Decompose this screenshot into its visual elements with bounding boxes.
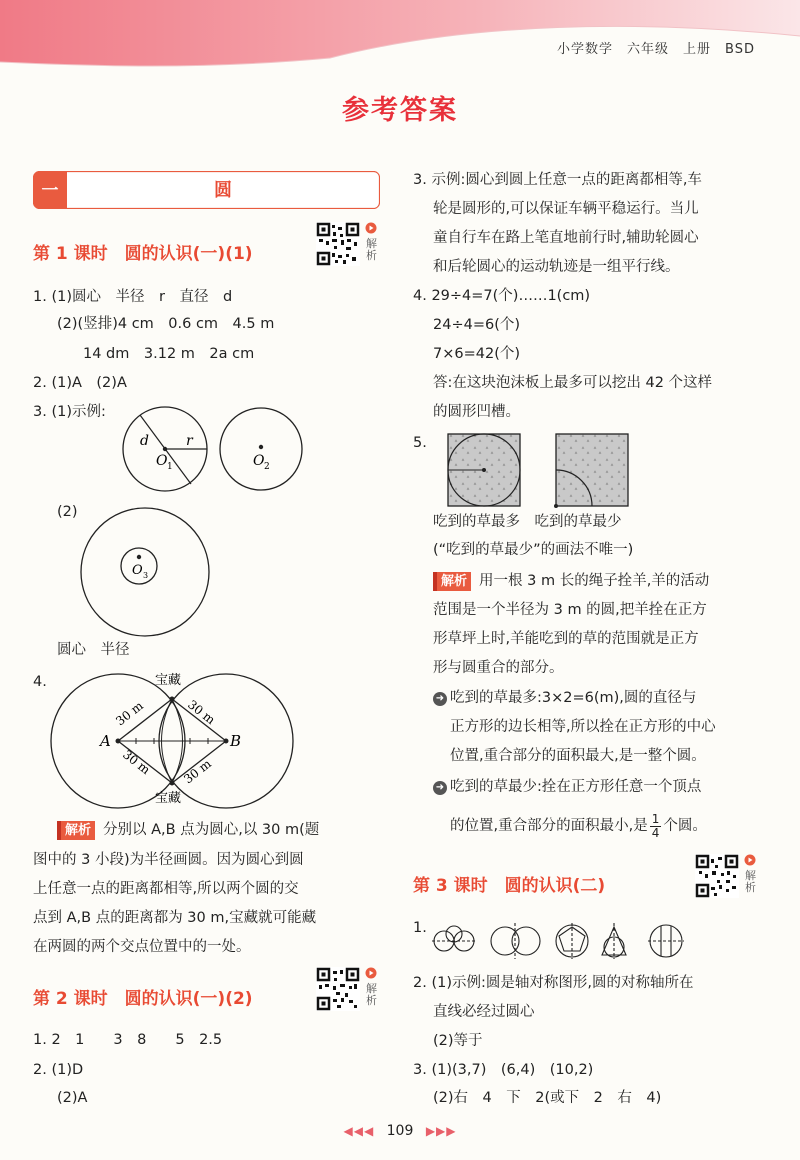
- dist-4: 30 m: [181, 756, 214, 787]
- label-a: A: [100, 732, 111, 750]
- book-info: 小学数学 六年级 上册 BSD: [557, 42, 755, 57]
- r-q3-line1: 3. 示例:圆心到圆上任意一点的距离都相等,车: [413, 172, 702, 188]
- r-q3-line3: 童自行车在路上笔直地前行时,辅助轮圆心: [433, 230, 699, 246]
- r-q5-caption: 吃到的草最多 吃到的草最少: [433, 514, 622, 530]
- r-analysis-line4: 形与圆重合的部分。: [433, 660, 564, 676]
- r-most-line2: 正方形的边长相等,所以拴在正方形的中心: [450, 719, 716, 735]
- l1-analysis-line5: 在两圆的两个交点位置中的一处。: [33, 939, 251, 955]
- label-b: B: [230, 732, 242, 750]
- arrow-icon: ➜: [433, 692, 447, 706]
- dist-2: 30 m: [185, 697, 218, 728]
- treasure-figure: [50, 666, 300, 812]
- square-least: [556, 434, 628, 506]
- label-o3-sub: 3: [143, 571, 149, 580]
- chapter-number: 一: [41, 181, 59, 201]
- r-least-line1: ➜ 吃到的草最少:拴在正方形任意一个顶点: [433, 777, 701, 797]
- qr-label: 解析: [366, 237, 377, 262]
- l3-q2-line1: 2. (1)示例:圆是轴对称图形,圆的对称轴所在: [413, 975, 694, 991]
- analysis-tag: 解析: [57, 821, 95, 840]
- l1-q3-part2: (2): [57, 504, 78, 520]
- r-analysis-line2: 范围是一个半径为 3 m 的圆,把羊拴在正方: [433, 602, 707, 618]
- l1-analysis-line2: 图中的 3 小段)为半径画圆。因为圆心到圆: [33, 852, 304, 868]
- concentric-figure: [78, 505, 214, 641]
- l3-q3-line2: (2)右 4 下 2(或下 2 右 4): [433, 1090, 662, 1106]
- l1-analysis-line3: 上任意一点的距离都相等,所以两个圆的交: [33, 881, 299, 897]
- prev-arrows-icon: ◀◀◀: [343, 1124, 375, 1138]
- lesson-3-title: 第 3 课时 圆的认识(二): [413, 876, 606, 896]
- chapter-bar: [33, 171, 380, 209]
- dist-1: 30 m: [113, 698, 146, 729]
- r-q3-line4: 和后轮圆心的运动轨迹是一组平行线。: [433, 259, 680, 275]
- chapter-title: 圆: [214, 180, 232, 201]
- qr-label: 解析: [366, 982, 377, 1007]
- r-q5-note: (“吃到的草最少”的画法不唯一): [433, 542, 634, 558]
- page-footer: [0, 1123, 800, 1139]
- qr-code-icon[interactable]: [695, 854, 739, 898]
- r-analysis-line3: 形草坪上时,羊能吃到的草的范围就是正方: [433, 631, 699, 647]
- l1-q1-line3: 14 dm 3.12 m 2a cm: [83, 346, 255, 362]
- circles-figure: [118, 403, 318, 503]
- qr-code-icon[interactable]: [316, 222, 360, 266]
- play-icon[interactable]: [365, 967, 377, 979]
- lesson-1-title: 第 1 课时 圆的认识(一)(1): [33, 244, 253, 264]
- l3-q2-line3: (2)等于: [433, 1033, 483, 1049]
- r-q4-line2: 24÷4=6(个): [433, 317, 521, 333]
- l1-analysis-line1: 解析 分别以 A,B 点为圆心,以 30 m(题: [57, 820, 319, 840]
- label-o2: O: [253, 453, 265, 469]
- fraction-one-quarter: $\frac{1}{4}$: [651, 811, 660, 840]
- label-o1: O: [156, 453, 168, 469]
- lesson-2-title: 第 2 课时 圆的认识(一)(2): [33, 989, 253, 1009]
- r-q4-line4: 答:在这块泡沫板上最多可以挖出 42 个这样: [433, 375, 713, 391]
- play-icon[interactable]: [744, 854, 756, 866]
- l1-q1-line1: 1. (1)圆心 半径 r 直径 d: [33, 289, 233, 305]
- l2-q1: 1. 2 1 3 8 5 2.5: [33, 1032, 223, 1048]
- label-o2-sub: 2: [264, 462, 270, 472]
- grass-figures: [447, 433, 637, 509]
- label-d: d: [140, 433, 149, 449]
- l1-q3-answer: 圆心 半径: [57, 642, 130, 658]
- analysis-tag: 解析: [433, 572, 471, 591]
- l1-analysis-line4: 点到 A,B 点的距离都为 30 m,宝藏就可能藏: [33, 910, 317, 926]
- l1-q1-line2: (2)(竖排)4 cm 0.6 cm 4.5 m: [57, 316, 275, 332]
- r-q4-line3: 7×6=42(个): [433, 346, 521, 362]
- l2-q2-line2: (2)A: [57, 1090, 88, 1106]
- l3-q3-line1: 3. (1)(3,7) (6,4) (10,2): [413, 1062, 594, 1078]
- arrow-icon: ➜: [433, 781, 447, 795]
- l2-q2-line1: 2. (1)D: [33, 1062, 84, 1078]
- r-q4-line5: 的圆形凹槽。: [433, 404, 520, 420]
- r-q5-label: 5.: [413, 435, 427, 451]
- dist-3: 30 m: [120, 747, 153, 778]
- treasure-top: 宝藏: [155, 673, 182, 688]
- l1-q3-label: 3. (1)示例:: [33, 404, 106, 420]
- next-arrows-icon: ▶▶▶: [425, 1124, 457, 1138]
- r-q4-line1: 4. 29÷4=7(个)……1(cm): [413, 288, 591, 304]
- l1-q4-label: 4.: [33, 674, 47, 690]
- header-band: [0, 0, 800, 70]
- page-title: 参考答案: [342, 95, 458, 126]
- treasure-bottom: 宝藏: [155, 791, 182, 806]
- r-most-line1: ➜ 吃到的草最多:3×2=6(m),圆的直径与: [433, 688, 696, 708]
- qr-code-icon[interactable]: [316, 967, 360, 1011]
- qr-label: 解析: [745, 869, 756, 894]
- label-r: r: [186, 433, 193, 449]
- l3-q2-line2: 直线必经过圆心: [433, 1004, 535, 1020]
- label-o1-sub: 1: [167, 462, 173, 472]
- label-o3: O: [132, 563, 143, 578]
- r-least-line2: 的位置,重合部分的面积最小,是 $\frac{1}{4}$ 个圆。: [450, 811, 707, 840]
- symmetry-figures: [432, 923, 694, 959]
- l3-q1-label: 1.: [413, 920, 427, 936]
- play-icon[interactable]: [365, 222, 377, 234]
- r-most-line3: 位置,重合部分的面积最大,是一整个圆。: [450, 748, 706, 764]
- r-q3-line2: 轮是圆形的,可以保证车辆平稳运行。当儿: [433, 201, 699, 217]
- l1-q2: 2. (1)A (2)A: [33, 375, 127, 391]
- r-analysis-line1: 解析 用一根 3 m 长的绳子拴羊,羊的活动: [433, 571, 709, 591]
- page-number: 109: [386, 1123, 414, 1139]
